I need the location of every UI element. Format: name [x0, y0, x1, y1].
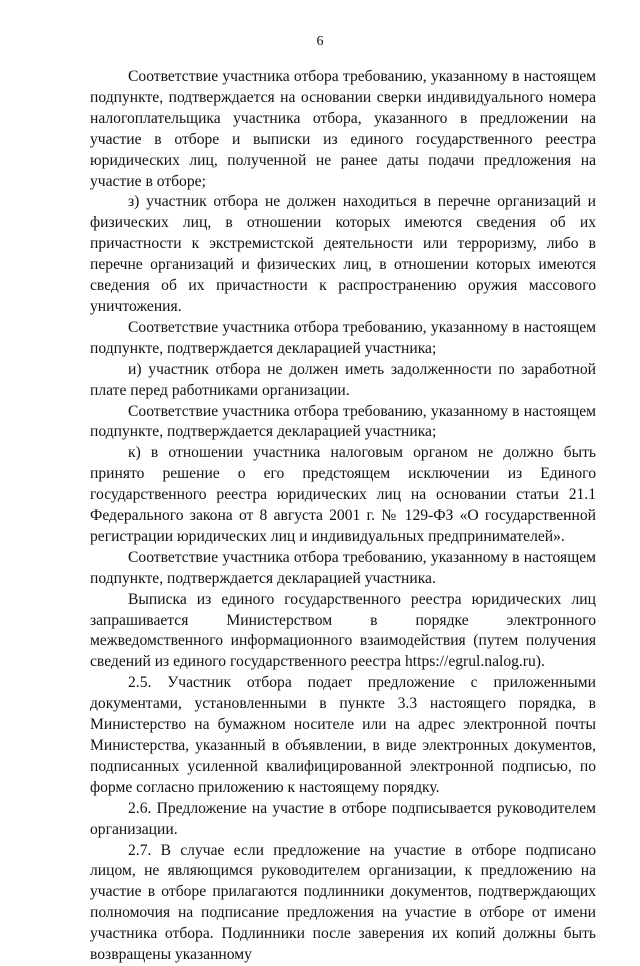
paragraph-z-extremism-list: з) участник отбора не должен находиться в перечне организаций и физических лиц, в отношении которых имеются сведения об их причастности к экстремистской деятельности или терроризму, либо в перечне организаций и физических лиц, в отношении которых имеются сведения об их причастности к распространению оружия массового уничтожения.: [90, 193, 596, 315]
paragraph-verification-inn: Соответствие участника отбора требованию, указанному в настоящем подпункте, подтверждается на основании сверки индивидуального номера налогоплательщика участника отбора, указанного в предложении на участие в отборе и выписки из единого государственного реестра юридических лиц, полученной не ранее даты подачи предложения на участие в отборе;: [90, 68, 596, 190]
paragraph-2-7-authority: 2.7. В случае если предложение на участие в отборе подписано лицом, не являющимся руководителем организации, к предложению на участие в отборе прилагаются подлинники документов, подтверждающих полномочия на подписание предложения на участие в отборе от имени участника отбора. Подлинники после заверения их копий должны быть возвращены указанному: [90, 841, 596, 964]
document-body: [90, 67, 596, 966]
paragraph-2-5-submission: 2.5. Участник отбора подает предложение с приложенными документами, установленными в пункте 3.3 настоящего порядка, в Министерство на бумажном носителе или на адрес электронной почты Министерства, указанный в объявлении, в виде электронных документов, подписанных усиленной квалифицированной электронной подписью, по форме согласно приложению к настоящему порядку.: [90, 674, 596, 796]
paragraph-verification-declaration-z: Соответствие участника отбора требованию, указанному в настоящем подпункте, подтверждается декларацией участника;: [90, 318, 596, 357]
paragraph-i-wage-arrears: и) участник отбора не должен иметь задолженности по заработной плате перед работниками организации.: [90, 360, 596, 399]
paragraph-verification-declaration-k: Соответствие участника отбора требованию, указанному в настоящем подпункте, подтверждается декларацией участника.: [90, 548, 596, 587]
page-number: 6: [316, 34, 324, 49]
paragraph-2-6-signature: 2.6. Предложение на участие в отборе подписывается руководителем организации.: [90, 799, 596, 838]
paragraph-egrul-extract: Выписка из единого государственного реестра юридических лиц запрашивается Министерством в порядке электронного межведомственного информационного взаимодействия (путем получения сведений из единого государственного реестра https://egrul.nalog.ru).: [90, 590, 596, 671]
paragraph-verification-declaration-i: Соответствие участника отбора требованию, указанному в настоящем подпункте, подтверждается декларацией участника;: [90, 402, 596, 441]
paragraph-k-exclusion-decision: к) в отношении участника налоговым органом не должно быть принято решение о его предстоящем исключении из Единого государственного реестра юридических лиц на основании статьи 21.1 Федерального закона от 8 августа 2001 г. № 129-ФЗ «О государственной регистрации юридических лиц и индивидуальных предпринимателей».: [90, 444, 596, 545]
